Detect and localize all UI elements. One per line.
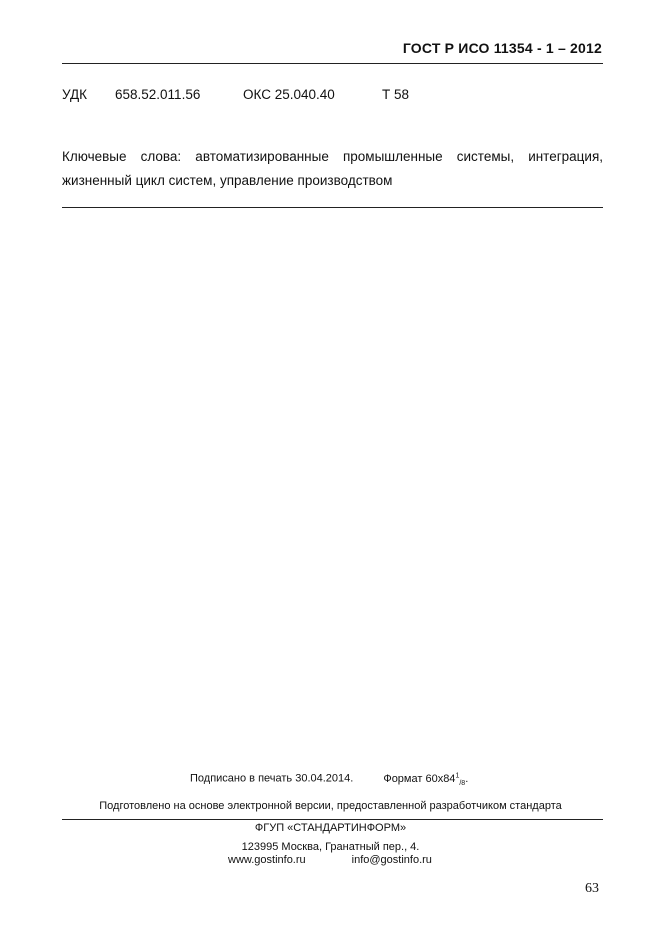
print-format (383, 773, 468, 785)
format-prefix: Формат 60х84 (383, 772, 456, 785)
page-number: 63 (585, 881, 599, 896)
keywords-divider (62, 207, 603, 208)
signed-date: Подписано в печать 30.04.2014. (190, 772, 354, 785)
email-link[interactable]: info@gostinfo.ru (351, 854, 432, 866)
document-header-title: ГОСТ Р ИСО 11354 - 1 – 2012 (402, 40, 602, 56)
header-divider (62, 63, 603, 64)
format-sub: /8 (459, 779, 466, 787)
website-link[interactable]: www.gostinfo.ru (228, 854, 306, 866)
imprint-signed-line (190, 772, 468, 787)
prepared-note: Подготовлено на основе электронной версии, предоставленной разработчиком стандарта (99, 800, 562, 812)
t-code: Т 58 (382, 87, 410, 102)
keywords-line-1: Ключевые слова: автоматизированные промышленные системы, интеграция, (62, 149, 603, 164)
udk-value: 658.52.011.56 (115, 87, 201, 102)
oks-code: ОКС 25.040.40 (243, 87, 335, 102)
publisher-address: 123995 Москва, Гранатный пер., 4. (241, 841, 420, 853)
format-suffix: . (465, 772, 469, 785)
publisher-name: ФГУП «СТАНДАРТИНФОРМ» (254, 822, 407, 834)
keywords-line-2: жизненный цикл систем, управление производством (62, 173, 393, 188)
footer-divider (62, 819, 603, 820)
format-sup: 1 (455, 772, 460, 779)
publisher-contacts (228, 854, 432, 866)
keywords-paragraph (62, 145, 603, 193)
udk-label: УДК (62, 87, 87, 102)
